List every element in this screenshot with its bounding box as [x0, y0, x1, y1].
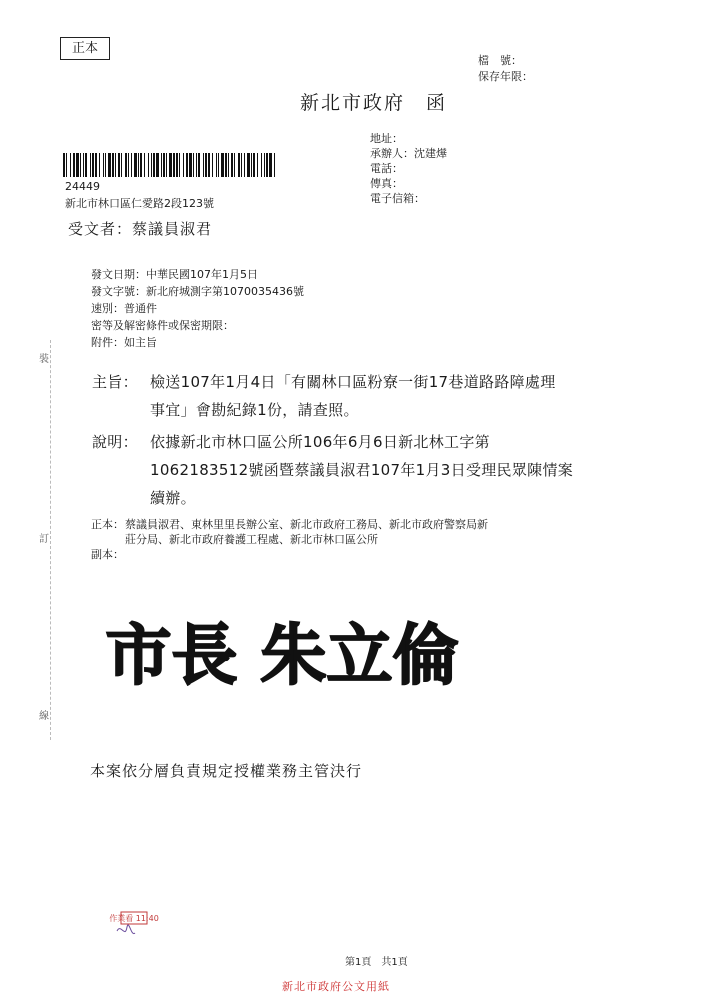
- barcode-bar: [125, 153, 127, 177]
- contact-block: [370, 131, 447, 206]
- barcode-bar: [73, 153, 75, 177]
- signature-text: 市長 朱立倫: [105, 616, 459, 694]
- mailing-zip: 24449: [65, 180, 100, 193]
- barcode-bar: [99, 153, 100, 177]
- barcode-bar: [80, 153, 81, 177]
- barcode-bar: [66, 153, 67, 177]
- barcode-bar: [144, 153, 145, 177]
- authorization-note: 本案依分層負責規定授權業務主管決行: [90, 762, 363, 780]
- barcode-bar: [169, 153, 172, 177]
- barcode-bar: [156, 153, 159, 177]
- barcode-bar: [196, 153, 197, 177]
- barcode-bar: [92, 153, 94, 177]
- phone-label: 電話：: [370, 162, 403, 175]
- barcode-bar: [266, 153, 268, 177]
- barcode-bar: [221, 153, 224, 177]
- barcode-bar: [234, 153, 235, 177]
- barcode-bar: [103, 153, 104, 177]
- barcode-bar: [134, 153, 137, 177]
- barcode-bar: [179, 153, 180, 177]
- original-recipients-line-1: 蔡議員淑君、東林里里長辦公室、新北市政府工務局、新北市政府警察局新: [125, 518, 488, 531]
- barcode-bar: [85, 153, 87, 177]
- secrecy-level: 密等及解密條件或保密期限：: [91, 319, 234, 332]
- handler-row: [370, 146, 447, 161]
- barcode-bar: [166, 153, 167, 177]
- barcode-bar: [253, 153, 255, 177]
- document-title: 新北市政府 函: [300, 92, 448, 114]
- binding-line: [50, 340, 51, 740]
- barcode-bar: [189, 153, 192, 177]
- subject-label: 主旨：: [92, 373, 138, 391]
- receipt-stamp: [109, 909, 159, 943]
- mail-barcode: [62, 153, 277, 177]
- letterhead-footer: 新北市政府公文用紙: [282, 980, 390, 993]
- barcode-bar: [163, 153, 165, 177]
- barcode-bar: [90, 153, 91, 177]
- barcode-bar: [225, 153, 227, 177]
- page-number: 第1頁 共1頁: [345, 957, 408, 968]
- barcode-bar: [186, 153, 188, 177]
- barcode-bar: [208, 153, 210, 177]
- binding-mark-xian: 線: [39, 711, 49, 722]
- barcode-bar: [148, 153, 149, 177]
- delivery-speed: 速別：普通件: [91, 302, 157, 315]
- barcode-bar: [118, 153, 120, 177]
- barcode-bar: [251, 153, 252, 177]
- barcode-bar: [193, 153, 194, 177]
- receipt-stamp-text: 作業看 11:40: [109, 914, 159, 923]
- barcode-bar: [203, 153, 204, 177]
- explanation-line-1: 依據新北市林口區公所106年6月6日新北林工字第: [150, 433, 490, 451]
- attachment: 附件：如主旨: [91, 336, 157, 349]
- barcode-bar: [105, 153, 106, 177]
- barcode-bar: [261, 153, 262, 177]
- binding-mark-zhuang: 裝: [39, 354, 49, 365]
- retention-period-label: 保存年限：: [478, 70, 533, 83]
- barcode-bar: [161, 153, 162, 177]
- issue-date: 發文日期：中華民國107年1月5日: [91, 268, 258, 281]
- barcode-bar: [247, 153, 250, 177]
- mailing-address: 新北市林口區仁愛路2段123號: [65, 197, 214, 210]
- handler-label: 承辦人：: [370, 147, 414, 160]
- subject-line-2: 事宜」會勘紀錄1份，請查照。: [150, 401, 359, 419]
- barcode-bar: [231, 153, 233, 177]
- explanation-line-2: 1062183512號函暨蔡議員淑君107年1月3日受理民眾陳情案: [150, 461, 574, 479]
- handler-name: 沈建燁: [414, 147, 447, 160]
- barcode-bar: [228, 153, 229, 177]
- mayor-signature: [92, 600, 472, 700]
- barcode-bar: [121, 153, 122, 177]
- original-recipients-line-2: 莊分局、新北市政府養護工程處、新北市林口區公所: [125, 533, 378, 546]
- barcode-bar: [198, 153, 200, 177]
- barcode-bar: [244, 153, 245, 177]
- fax-label: 傳真：: [370, 177, 403, 190]
- barcode-bar: [274, 153, 275, 177]
- explanation-label: 說明：: [92, 433, 138, 451]
- barcode-bar: [108, 153, 111, 177]
- barcode-bar: [128, 153, 129, 177]
- barcode-bar: [115, 153, 116, 177]
- original-recipients-label: 正本：: [91, 518, 124, 531]
- barcode-bar: [205, 153, 207, 177]
- barcode-bar: [257, 153, 258, 177]
- subject-line-1: 檢送107年1月4日「有關林口區粉寮一街17巷道路路障處理: [150, 373, 556, 391]
- barcode-bar: [216, 153, 217, 177]
- barcode-bar: [83, 153, 84, 177]
- barcode-bar: [183, 153, 184, 177]
- recipient: 受文者：蔡議員淑君: [68, 220, 213, 238]
- original-copy-stamp: 正本: [60, 37, 110, 60]
- barcode-bar: [241, 153, 242, 177]
- file-number-label: 檔 號：: [478, 54, 522, 67]
- barcode-bar: [153, 153, 155, 177]
- barcode-bar: [264, 153, 265, 177]
- barcode-bar: [138, 153, 139, 177]
- barcode-bar: [218, 153, 219, 177]
- document-number: 發文字號：新北府城測字第1070035436號: [91, 285, 304, 298]
- barcode-bar: [131, 153, 132, 177]
- barcode-bar: [212, 153, 213, 177]
- address-label: 地址：: [370, 132, 403, 145]
- barcode-bar: [151, 153, 152, 177]
- barcode-bar: [269, 153, 272, 177]
- binding-mark-ding: 訂: [39, 534, 49, 545]
- barcode-bar: [70, 153, 71, 177]
- barcode-bar: [95, 153, 97, 177]
- barcode-bar: [176, 153, 178, 177]
- barcode-bar: [173, 153, 175, 177]
- barcode-bar: [112, 153, 114, 177]
- barcode-bar: [63, 153, 65, 177]
- copy-recipients-label: 副本：: [91, 548, 124, 561]
- barcode-bar: [76, 153, 79, 177]
- explanation-line-3: 續辦。: [150, 489, 196, 507]
- barcode-bar: [238, 153, 240, 177]
- barcode-bar: [140, 153, 142, 177]
- email-label: 電子信箱：: [370, 192, 425, 205]
- document-meta: [91, 266, 304, 351]
